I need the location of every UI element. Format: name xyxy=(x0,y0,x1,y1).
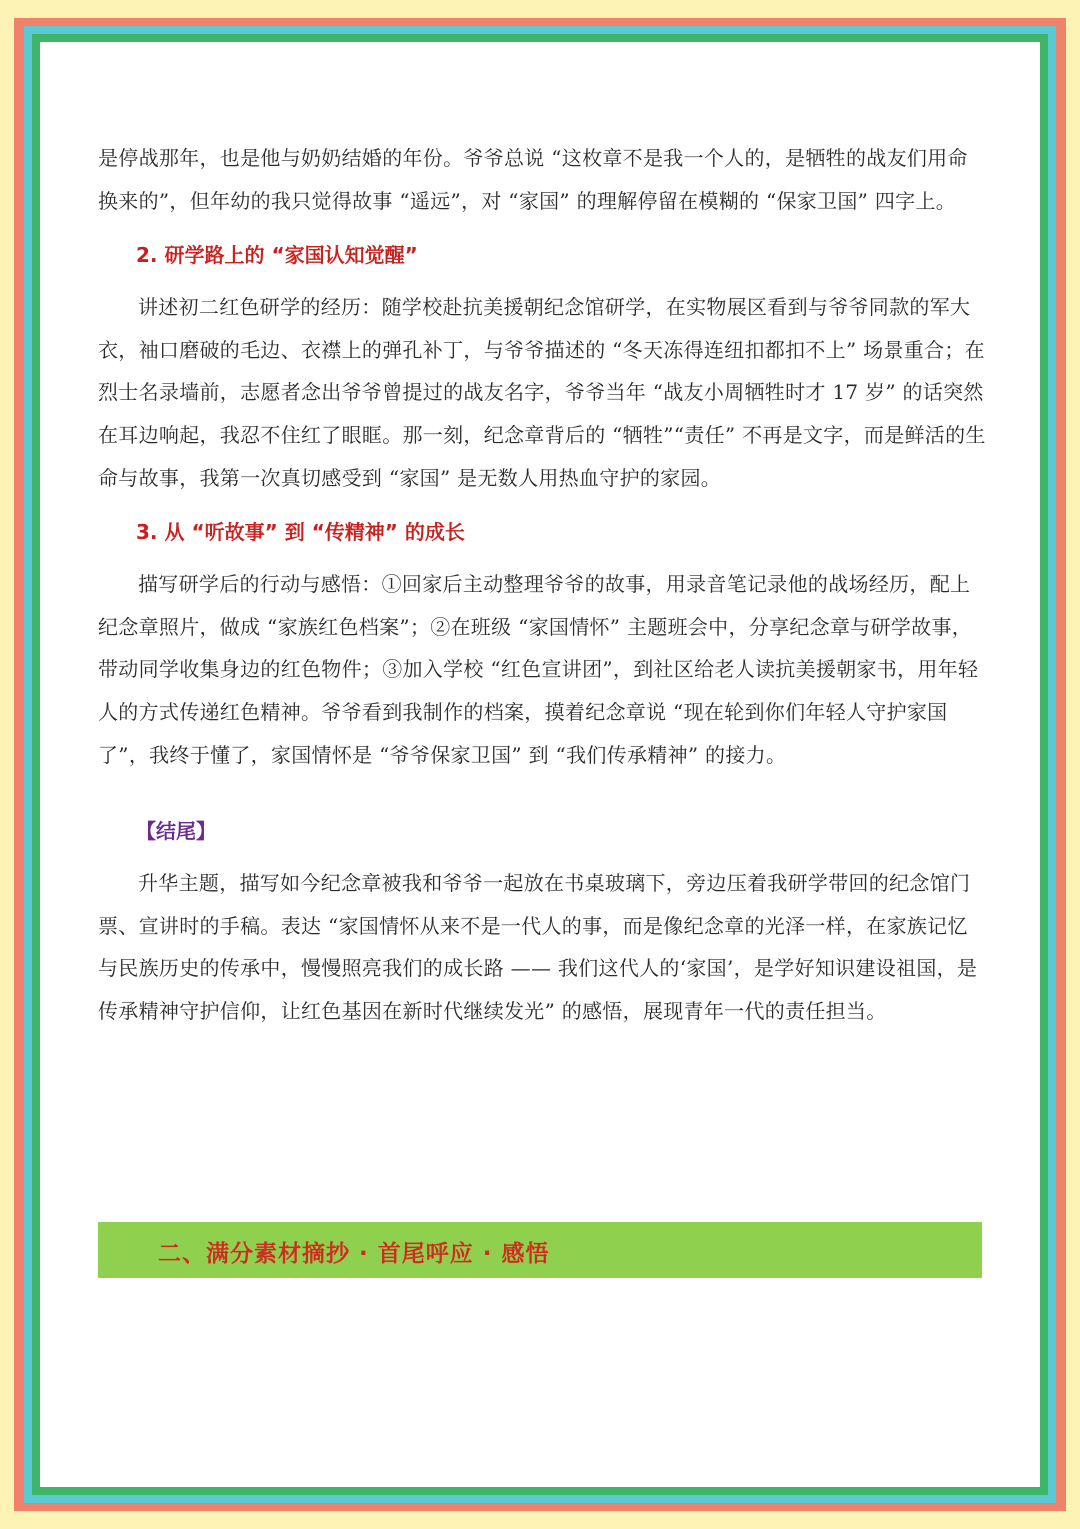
ending-heading: 【结尾】 xyxy=(136,819,216,844)
section-2-heading: 2. 研学路上的 “家国认知觉醒” xyxy=(136,243,418,268)
document-body xyxy=(98,137,988,1033)
section-3-paragraph: 描写研学后的行动与感悟：①回家后主动整理爷爷的故事，用录音笔记录他的战场经历，配上纪念章照片，做成 “家族红色档案”；②在班级 “家国情怀” 主题班会中，分享纪念章与研学故事，带动同学收集身边的红色物件；③加入学校 “红色宣讲团”，到社区给老人读抗美援朝家书，用年轻人的方式传递红色精神。爷爷看到我制作的档案，摸着纪念章说 “现在轮到你们年轻人守护家国了”，我终于懂了，家国情怀是 “爷爷保家卫国” 到 “我们传承精神” 的接力。 xyxy=(98,572,979,767)
banner-title: 二、满分素材摘抄 · 首尾呼应 · 感悟 xyxy=(158,1241,550,1267)
section-banner xyxy=(98,1222,982,1278)
section-2-paragraph: 讲述初二红色研学的经历：随学校赴抗美援朝纪念馆研学，在实物展区看到与爷爷同款的军大衣，袖口磨破的毛边、衣襟上的弹孔补丁，与爷爷描述的 “冬天冻得连纽扣都扣不上” 场景重合；在烈士名录墙前，志愿者念出爷爷曾提过的战友名字，爷爷当年 “战友小周牺牲时才 17 岁” 的话突然在耳边响起，我忍不住红了眼眶。那一刻，纪念章背后的 “牺牲”“责任” 不再是文字，而是鲜活的生命与故事，我第一次真切感受到 “家国” 是无数人用热血守护的家园。 xyxy=(98,295,986,490)
intro-paragraph: 是停战那年，也是他与奶奶结婚的年份。爷爷总说 “这枚章不是我一个人的，是牺牲的战友们用命换来的”，但年幼的我只觉得故事 “遥远”，对 “家国” 的理解停留在模糊的 “保家卫国” 四字上。 xyxy=(98,146,968,213)
section-3-heading: 3. 从 “听故事” 到 “传精神” 的成长 xyxy=(136,520,465,545)
ending-paragraph: 升华主题，描写如今纪念章被我和爷爷一起放在书桌玻璃下，旁边压着我研学带回的纪念馆门票、宣讲时的手稿。表达 “家国情怀从来不是一代人的事，而是像纪念章的光泽一样，在家族记忆与民族历史的传承中，慢慢照亮我们的成长路 —— 我们这代人的‘家国’，是学好知识建设祖国，是传承精神守护信仰，让红色基因在新时代继续发光” 的感悟，展现青年一代的责任担当。 xyxy=(98,871,978,1023)
